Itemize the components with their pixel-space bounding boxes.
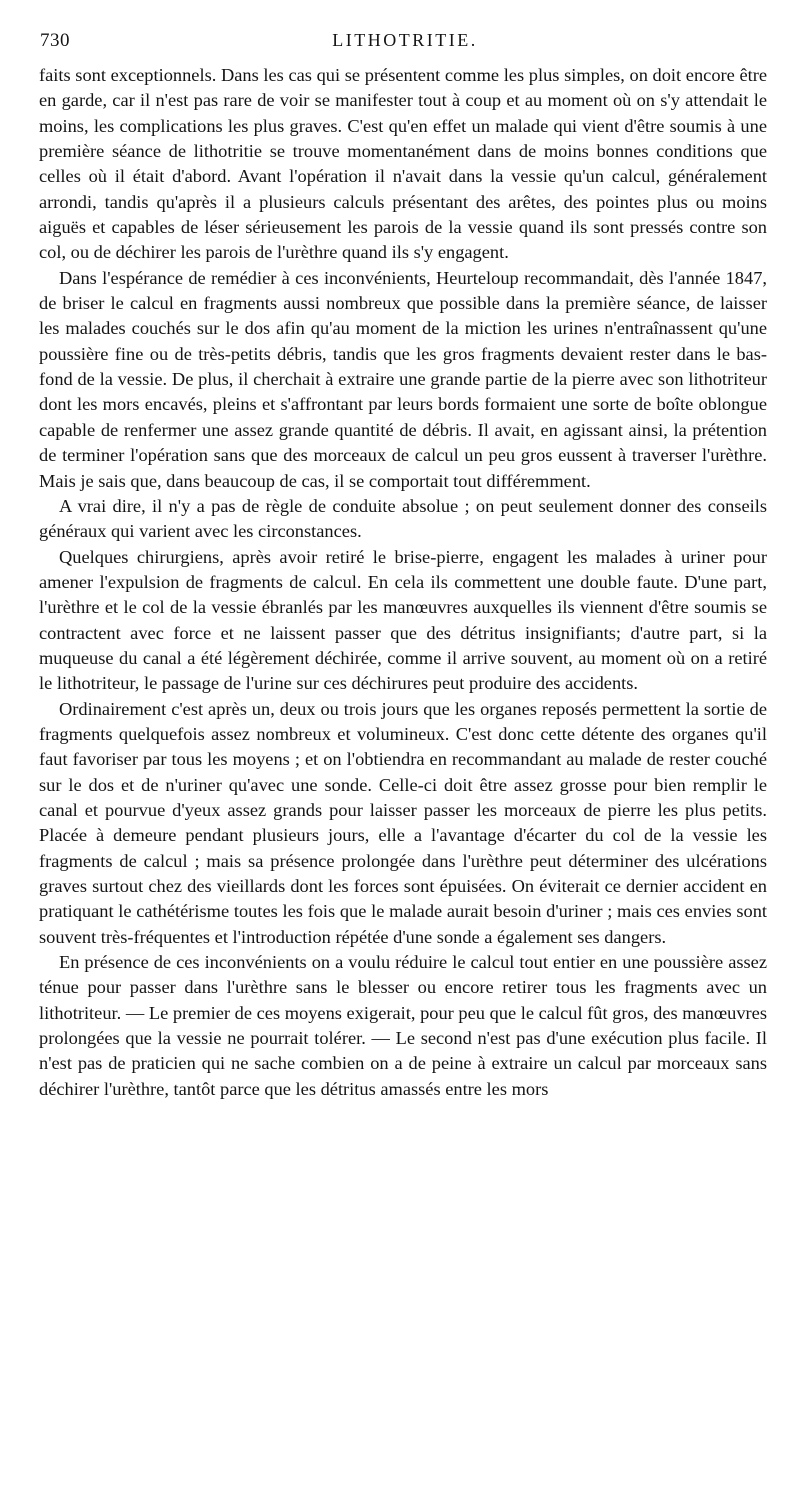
paragraph-continuation: faits sont exceptionnels. Dans les cas qui se présentent comme les plus simples, on doit encore être en garde, car il n'est pas rare de voir se manifester tout à coup et au moment où on s'y attendait le moins, les complications les plus graves. C'est qu'en effet un malade qui vient d'être soumis à une première séance de lithotritie se trouve momentanément dans de moins bonnes conditions que celles où il était d'abord. Avant l'opération il n'avait dans la vessie qu'un calcul, généralement arrondi, tandis qu'après il a plusieurs calculs présentant des arêtes, des pointes plus ou moins aiguës et capables de léser sérieusement les parois de la vessie quand ils sont pressés contre son col, ou de déchirer les parois de l'urèthre quand ils s'y engagent. [39, 65, 767, 263]
running-title: LITHOTRITIE. [332, 30, 478, 50]
paragraph-heurteloup: Dans l'espérance de remédier à ces inconvénients, Heurteloup recommandait, dès l'année 1847, de briser le calcul en fragments aussi nombreux que possible dans la première séance, de laisser les malades couchés sur le dos afin qu'au moment de la miction les urines n'entraînassent qu'une poussière fine ou de très-petits débris, tandis que les gros fragments devaient rester dans le bas-fond de la vessie. De plus, il cherchait à extraire une grande partie de la pierre avec son lithotriteur dont les mors encavés, pleins et s'affrontant par leurs bords formaient une sorte de boîte oblongue capable de renfermer une assez grande quantité de débris. Il avait, en agissant ainsi, la prétention de terminer l'opération sans que des morceaux de calcul un peu gros eussent à traverser l'urèthre. Mais je sais que, dans beaucoup de cas, il se comportait tout différemment. [39, 267, 767, 491]
page-number: 730 [40, 30, 70, 51]
paragraph-surgeons-fault: Quelques chirurgiens, après avoir retiré le brise-pierre, engagent les malades à uriner pour amener l'expulsion de fragments de calcul. En cela ils commettent une double faute. D'une part, l'urèthre et le col de la vessie ébranlés par les manœuvres auxquelles ils viennent d'être soumis se contractent avec force et ne laissent passer que des détritus insignifiants; d'autre part, si la muqueuse du canal a été légèrement déchirée, comme il arrive souvent, au moment où on a retiré le lithotriteur, le passage de l'urine sur ces déchirures peut produire des accidents. [39, 546, 767, 694]
page-header [40, 30, 770, 56]
paragraph-alternatives: En présence de ces inconvénients on a voulu réduire le calcul tout entier en une poussière assez ténue pour passer dans l'urèthre sans le blesser ou encore retirer tous les fragments avec un lithotriteur. — Le premier de ces moyens exigerait, pour peu que le calcul fût gros, des manœuvres prolongées que la vessie ne pourrait tolérer. — Le second n'est pas d'une exécution plus facile. Il n'est pas de praticien qui ne sache combien on a de peine à extraire un calcul par morceaux sans déchirer l'urèthre, tantôt parce que les détritus amassés entre les mors [39, 952, 767, 1099]
body-text [39, 63, 767, 1102]
paragraph-general-advice: A vrai dire, il n'y a pas de règle de conduite absolue ; on peut seulement donner des conseils généraux qui varient avec les circonstances. [39, 495, 767, 542]
paragraph-fragment-expulsion: Ordinairement c'est après un, deux ou trois jours que les organes reposés permettent la sortie de fragments quelquefois assez nombreux et volumineux. C'est donc cette détente des organes qu'il faut favoriser par tous les moyens ; et on l'obtiendra en recommandant au malade de rester couché sur le dos et de n'uriner qu'avec une sonde. Celle-ci doit être assez grosse pour bien remplir le canal et pourvue d'yeux assez grands pour laisser passer les morceaux de pierre les plus petits. Placée à demeure pendant plusieurs jours, elle a l'avantage d'écarter du col de la vessie les fragments de calcul ; mais sa présence prolongée dans l'urèthre peut déterminer des ulcérations graves surtout chez des vieillards dont les forces sont épuisées. On éviterait ce dernier accident en pratiquant le cathétérisme toutes les fois que le malade aurait besoin d'uriner ; mais ces envies sont souvent très-fréquentes et l'introduction répétée d'une sonde a également ses dangers. [39, 698, 767, 947]
